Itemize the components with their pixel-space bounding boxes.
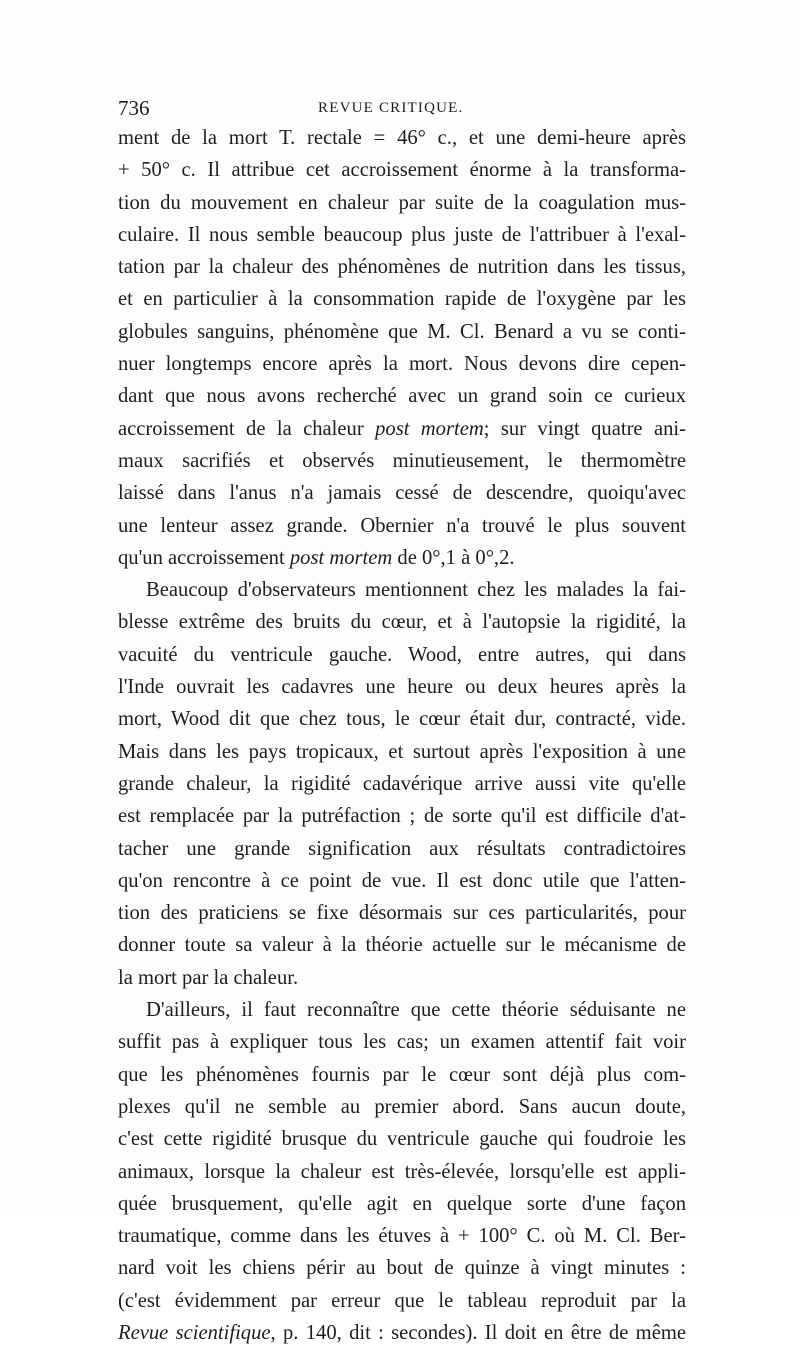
text-line: culaire. Il nous semble beaucoup plus juste de l'attribuer à l'exal- <box>118 223 686 246</box>
text-line: qu'on rencontre à ce point de vue. Il est donc utile que l'atten- <box>118 869 686 892</box>
text-line: Beaucoup d'observateurs mentionnent chez les malades la fai- <box>146 579 686 602</box>
text-line: nuer longtemps encore après la mort. Nous devons dire cepen- <box>118 353 686 376</box>
paragraph-1 <box>118 122 686 574</box>
text-line: qu'un accroissement post mortem de 0°,1 à 0°,2. <box>118 546 515 569</box>
text-line: grande chaleur, la rigidité cadavérique arrive aussi vite qu'elle <box>118 772 686 795</box>
text-line: tacher une grande signification aux résultats contradictoires <box>118 837 686 860</box>
text-line: Revue scientifique, p. 140, dit : secondes). Il doit en être de même <box>118 1321 686 1344</box>
text-line: tation par la chaleur des phénomènes de nutrition dans les tissus, <box>118 256 686 279</box>
text-line: maux sacrifiés et observés minutieusement, le thermomètre <box>118 449 686 472</box>
text-line: est remplacée par la putréfaction ; de sorte qu'il est difficile d'at- <box>118 805 686 828</box>
text-line: (c'est évidemment par erreur que le tableau reproduit par la <box>118 1289 686 1312</box>
text-line: et en particulier à la consommation rapide de l'oxygène par les <box>118 288 686 311</box>
text-line: nard voit les chiens périr au bout de quinze à vingt minutes : <box>118 1257 686 1280</box>
page-number: 736 <box>118 96 150 120</box>
text-line: Mais dans les pays tropicaux, et surtout après l'exposition à une <box>118 740 686 763</box>
running-title: REVUE CRITIQUE. <box>318 100 464 116</box>
text-line: blesse extrême des bruits du cœur, et à l'autopsie la rigidité, la <box>118 611 686 634</box>
text-line: tion du mouvement en chaleur par suite de la coagulation mus- <box>118 191 686 214</box>
text-line: quée brusquement, qu'elle agit en quelque sorte d'une façon <box>118 1192 686 1215</box>
body-text <box>118 122 686 1349</box>
text-line: accroissement de la chaleur post mortem; sur vingt quatre ani- <box>118 417 686 440</box>
text-line: ment de la mort T. rectale = 46° c., et une demi-heure après <box>118 127 686 149</box>
text-line: laissé dans l'anus n'a jamais cessé de descendre, quoiqu'avec <box>118 482 686 505</box>
text-line: dant que nous avons recherché avec un grand soin ce curieux <box>118 385 686 408</box>
text-line: mort, Wood dit que chez tous, le cœur était dur, contracté, vide. <box>118 708 686 731</box>
text-line: plexes qu'il ne semble au premier abord. Sans aucun doute, <box>118 1095 686 1118</box>
paragraph-3 <box>118 994 686 1349</box>
text-line: la mort par la chaleur. <box>118 966 299 989</box>
text-line: une lenteur assez grande. Obernier n'a trouvé le plus souvent <box>118 514 686 537</box>
text-line: + 50° c. Il attribue cet accroissement énorme à la transforma- <box>118 159 686 182</box>
text-line: que les phénomènes fournis par le cœur sont déjà plus com- <box>118 1063 686 1086</box>
text-line: c'est cette rigidité brusque du ventricule gauche qui foudroie les <box>118 1128 686 1151</box>
text-line: D'ailleurs, il faut reconnaître que cette théorie séduisante ne <box>146 999 686 1022</box>
text-line: animaux, lorsque la chaleur est très-élevée, lorsqu'elle est appli- <box>118 1160 686 1183</box>
text-line: traumatique, comme dans les étuves à + 100° C. où M. Cl. Ber- <box>118 1225 686 1248</box>
text-line: suffit pas à expliquer tous les cas; un examen attentif fait voir <box>118 1031 686 1054</box>
text-line: donner toute sa valeur à la théorie actuelle sur le mécanisme de <box>118 934 686 957</box>
paragraph-2 <box>118 574 686 994</box>
text-line: tion des praticiens se fixe désormais sur ces particularités, pour <box>118 902 686 925</box>
text-line: l'Inde ouvrait les cadavres une heure ou deux heures après la <box>118 676 686 699</box>
text-line: vacuité du ventricule gauche. Wood, entre autres, qui dans <box>118 643 686 666</box>
text-line: globules sanguins, phénomène que M. Cl. Benard a vu se conti- <box>118 320 686 343</box>
page-header <box>118 96 686 124</box>
